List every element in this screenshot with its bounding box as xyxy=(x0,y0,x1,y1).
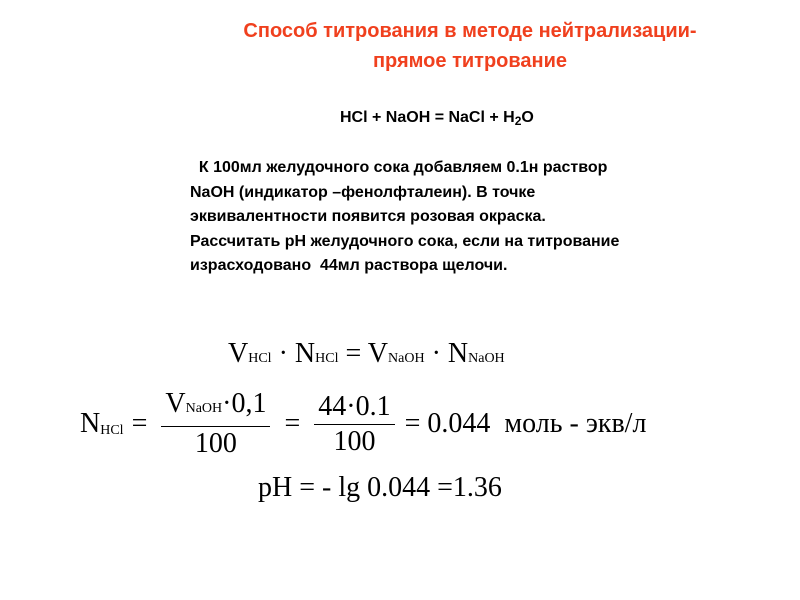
title-line-2: прямое титрование xyxy=(372,50,568,72)
reaction-lhs: HCl + NaOH = NaCl + H xyxy=(340,109,515,126)
fraction-numerator: VNaOH·0,1 xyxy=(165,388,267,419)
equals-sign: = xyxy=(338,338,368,369)
fraction-1 xyxy=(161,387,270,461)
reaction-equation xyxy=(340,109,534,128)
dot-operator: · xyxy=(271,338,295,369)
result-unit: моль - экв/л xyxy=(504,408,647,439)
equals-sign: = xyxy=(131,408,148,439)
fraction-2 xyxy=(314,390,394,459)
result-value: = 0.044 xyxy=(404,408,491,439)
reaction-subscript: 2 xyxy=(514,114,522,128)
slide-title xyxy=(160,16,780,76)
fraction-denominator: 100 xyxy=(194,428,237,459)
normality-equation xyxy=(80,384,646,464)
problem-line: израсходовано 44мл раствора щелочи. xyxy=(190,257,508,274)
reaction-tail: O xyxy=(521,109,534,126)
v-symbol: V xyxy=(228,338,249,369)
equivalence-equation xyxy=(228,338,505,370)
fraction-denominator: 100 xyxy=(333,425,376,457)
ph-equation: pH = - lg 0.044 =1.36 xyxy=(258,472,502,503)
problem-line: К 100мл желудочного сока добавляем 0.1н раствор xyxy=(190,159,608,176)
v-subscript: NaOH xyxy=(388,351,425,366)
n-symbol: N xyxy=(294,338,316,369)
fraction-numerator: 44·0.1 xyxy=(318,390,391,422)
n-subscript: NaOH xyxy=(468,351,505,366)
n-subscript: HCl xyxy=(100,423,124,438)
title-line-1: Способ титрования в методе нейтрализации- xyxy=(243,20,697,42)
problem-line: эквивалентности появится розовая окраска. xyxy=(190,208,546,225)
v-symbol: V xyxy=(367,338,389,369)
n-subscript: HCl xyxy=(315,351,339,366)
problem-line: NaOH (индикатор –фенолфталеин). В точке xyxy=(190,183,536,201)
n-symbol: N xyxy=(447,338,469,369)
problem-text xyxy=(190,156,790,279)
n-symbol: N xyxy=(80,408,101,439)
equals-sign: = xyxy=(284,408,301,439)
v-subscript: HCl xyxy=(248,351,272,366)
dot-operator: · xyxy=(424,338,448,369)
problem-line: Рассчитать рН желудочного сока, если на титрование xyxy=(190,232,620,250)
